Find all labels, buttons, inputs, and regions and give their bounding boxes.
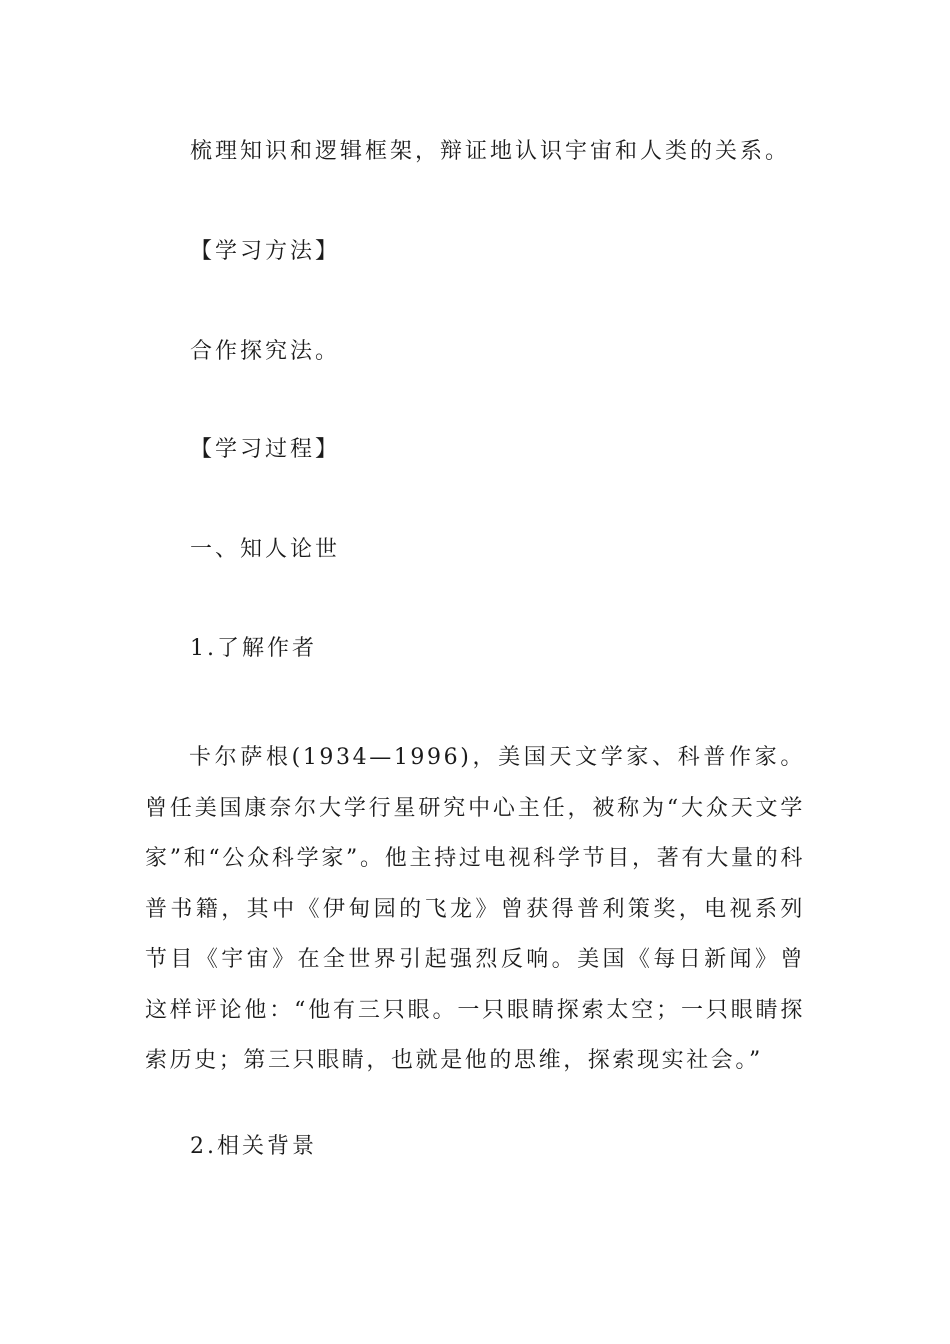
heading-learning-process: 【学习过程】 (190, 437, 341, 462)
section-heading-one: 一、知人论世 (190, 537, 341, 562)
subheading-author: 1.了解作者 (190, 636, 317, 661)
author-paragraph: 卡尔萨根(1934—1996)，美国天文学家、科普作家。曾任美国康奈尔大学行星研究中心主任，被称为“大众天文学家”和“公众科学家”。他主持过电视科学节目，著有大量的科普书籍，其中《伊甸园的飞龙》曾获得普利策奖，电视系列节目《宇宙》在全世界引起强烈反响。美国《每日新闻》曾这样评论他：“他有三只眼。一只眼睛探索太空；一只眼睛探索历史；第三只眼睛，也就是他的思维，探索现实社会。” (145, 745, 805, 1073)
heading-learning-method: 【学习方法】 (190, 239, 341, 264)
learning-method-text: 合作探究法。 (190, 339, 341, 364)
intro-line: 梳理知识和逻辑框架，辩证地认识宇宙和人类的关系。 (190, 139, 791, 164)
subheading-background: 2.相关背景 (190, 1134, 317, 1159)
